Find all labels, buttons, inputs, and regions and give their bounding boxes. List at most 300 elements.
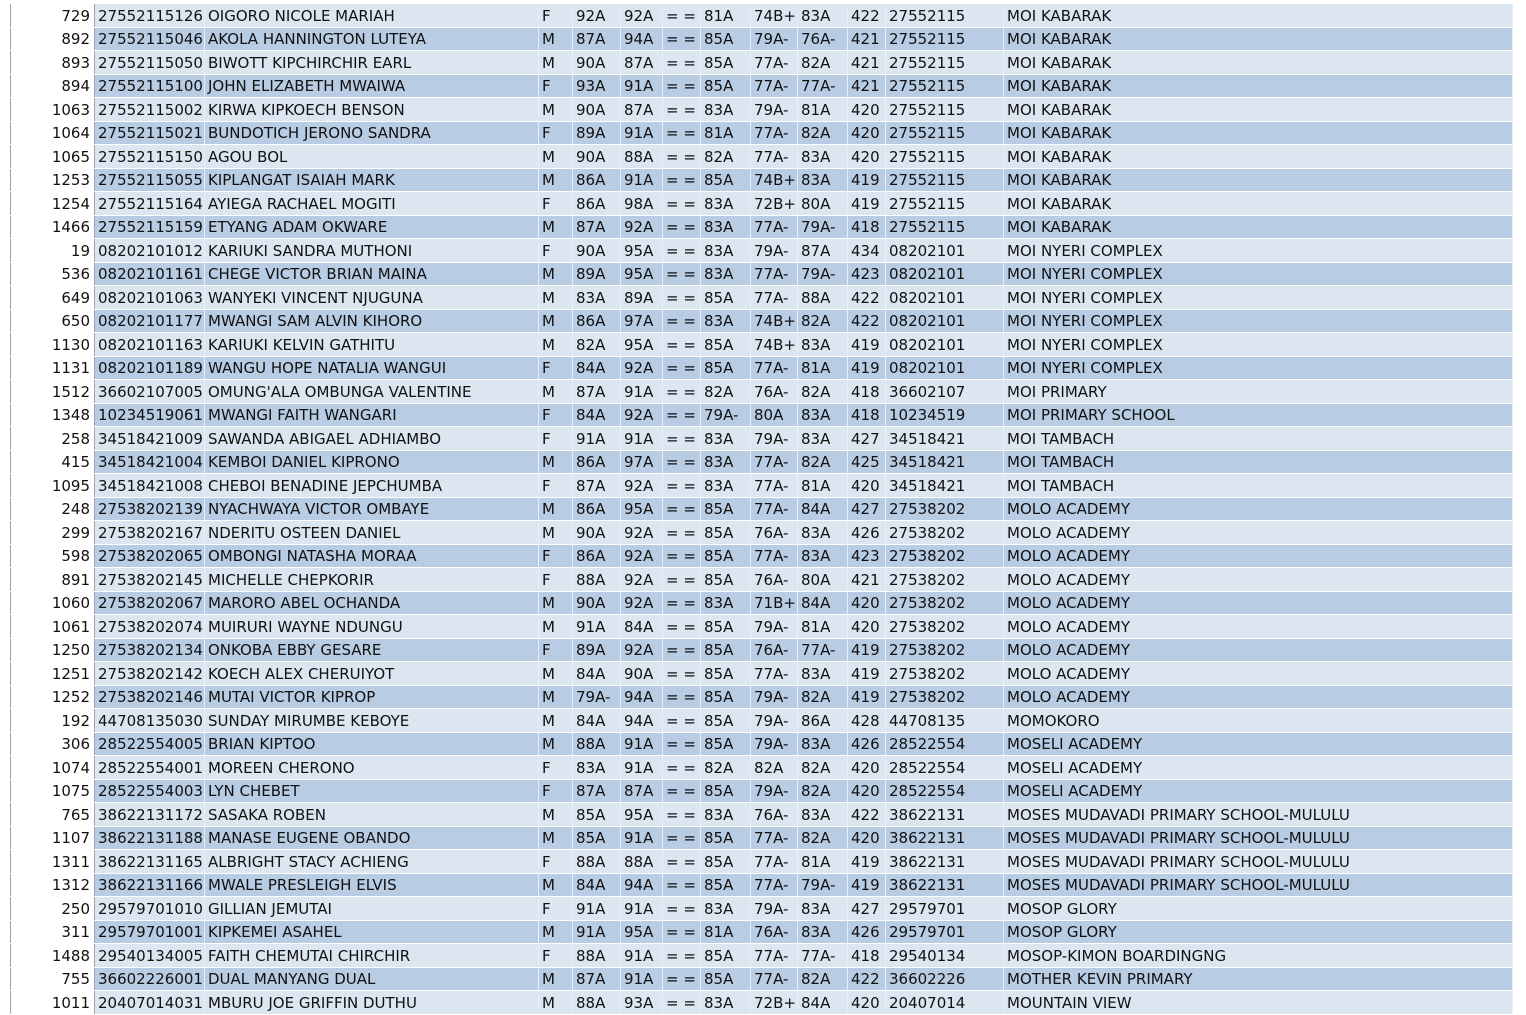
science-score-cell[interactable]: 76A-	[751, 568, 798, 592]
gender-cell[interactable]: F	[539, 74, 573, 98]
social-studies-score-cell[interactable]: 82A	[798, 685, 848, 709]
kiswahili-blank-cell[interactable]: = =	[663, 27, 701, 51]
science-score-cell[interactable]: 79A-	[751, 897, 798, 921]
math-score-cell[interactable]: 85A	[701, 615, 751, 639]
rank-cell[interactable]: 1075	[11, 779, 95, 803]
kiswahili-score-cell[interactable]: 95A	[621, 239, 663, 263]
science-score-cell[interactable]: 72B+	[751, 192, 798, 216]
candidate-name-cell[interactable]: MARORO ABEL OCHANDA	[205, 591, 539, 615]
school-name-cell[interactable]: MOTHER KEVIN PRIMARY	[1004, 967, 1513, 991]
candidate-name-cell[interactable]: MOREEN CHERONO	[205, 756, 539, 780]
math-score-cell[interactable]: 83A	[701, 427, 751, 451]
school-name-cell[interactable]: MOSELI ACADEMY	[1004, 779, 1513, 803]
total-marks-cell[interactable]: 420	[848, 474, 886, 498]
index-number-cell[interactable]: 27552115159	[95, 215, 205, 239]
index-number-cell[interactable]: 27552115050	[95, 51, 205, 75]
english-score-cell[interactable]: 86A	[573, 497, 621, 521]
english-score-cell[interactable]: 84A	[573, 662, 621, 686]
english-score-cell[interactable]: 91A	[573, 920, 621, 944]
gender-cell[interactable]: M	[539, 215, 573, 239]
rank-cell[interactable]: 1131	[11, 356, 95, 380]
kiswahili-score-cell[interactable]: 90A	[621, 662, 663, 686]
school-code-cell[interactable]: 27538202	[886, 568, 1004, 592]
gender-cell[interactable]: M	[539, 615, 573, 639]
school-code-cell[interactable]: 10234519	[886, 403, 1004, 427]
kiswahili-score-cell[interactable]: 91A	[621, 826, 663, 850]
kiswahili-score-cell[interactable]: 91A	[621, 897, 663, 921]
gender-cell[interactable]: M	[539, 51, 573, 75]
index-number-cell[interactable]: 34518421008	[95, 474, 205, 498]
school-name-cell[interactable]: MOI NYERI COMPLEX	[1004, 239, 1513, 263]
candidate-name-cell[interactable]: WANGU HOPE NATALIA WANGUI	[205, 356, 539, 380]
total-marks-cell[interactable]: 426	[848, 920, 886, 944]
school-name-cell[interactable]: MOSES MUDAVADI PRIMARY SCHOOL-MULULU	[1004, 873, 1513, 897]
math-score-cell[interactable]: 85A	[701, 51, 751, 75]
math-score-cell[interactable]: 85A	[701, 826, 751, 850]
candidate-name-cell[interactable]: MANASE EUGENE OBANDO	[205, 826, 539, 850]
school-name-cell[interactable]: MOMOKORO	[1004, 709, 1513, 733]
rank-cell[interactable]: 1348	[11, 403, 95, 427]
total-marks-cell[interactable]: 420	[848, 121, 886, 145]
social-studies-score-cell[interactable]: 83A	[798, 168, 848, 192]
math-score-cell[interactable]: 83A	[701, 474, 751, 498]
english-score-cell[interactable]: 86A	[573, 450, 621, 474]
candidate-name-cell[interactable]: NDERITU OSTEEN DANIEL	[205, 521, 539, 545]
total-marks-cell[interactable]: 422	[848, 803, 886, 827]
math-score-cell[interactable]: 85A	[701, 521, 751, 545]
total-marks-cell[interactable]: 419	[848, 638, 886, 662]
math-score-cell[interactable]: 83A	[701, 450, 751, 474]
gender-cell[interactable]: F	[539, 192, 573, 216]
gender-cell[interactable]: M	[539, 521, 573, 545]
gender-cell[interactable]: M	[539, 920, 573, 944]
school-code-cell[interactable]: 27538202	[886, 497, 1004, 521]
school-name-cell[interactable]: MOLO ACADEMY	[1004, 685, 1513, 709]
kiswahili-score-cell[interactable]: 89A	[621, 286, 663, 310]
science-score-cell[interactable]: 77A-	[751, 215, 798, 239]
social-studies-score-cell[interactable]: 79A-	[798, 262, 848, 286]
kiswahili-blank-cell[interactable]: = =	[663, 873, 701, 897]
index-number-cell[interactable]: 08202101177	[95, 309, 205, 333]
index-number-cell[interactable]: 28522554005	[95, 732, 205, 756]
candidate-name-cell[interactable]: KIPLANGAT ISAIAH MARK	[205, 168, 539, 192]
science-score-cell[interactable]: 77A-	[751, 544, 798, 568]
total-marks-cell[interactable]: 419	[848, 356, 886, 380]
rank-cell[interactable]: 1011	[11, 991, 95, 1015]
social-studies-score-cell[interactable]: 81A	[798, 850, 848, 874]
total-marks-cell[interactable]: 422	[848, 4, 886, 27]
index-number-cell[interactable]: 20407014031	[95, 991, 205, 1015]
kiswahili-score-cell[interactable]: 92A	[621, 4, 663, 27]
kiswahili-blank-cell[interactable]: = =	[663, 544, 701, 568]
total-marks-cell[interactable]: 421	[848, 568, 886, 592]
kiswahili-score-cell[interactable]: 92A	[621, 544, 663, 568]
gender-cell[interactable]: M	[539, 145, 573, 169]
english-score-cell[interactable]: 83A	[573, 756, 621, 780]
social-studies-score-cell[interactable]: 80A	[798, 568, 848, 592]
gender-cell[interactable]: F	[539, 4, 573, 27]
total-marks-cell[interactable]: 422	[848, 967, 886, 991]
science-score-cell[interactable]: 74B+	[751, 333, 798, 357]
index-number-cell[interactable]: 08202101163	[95, 333, 205, 357]
kiswahili-blank-cell[interactable]: = =	[663, 262, 701, 286]
candidate-name-cell[interactable]: OIGORO NICOLE MARIAH	[205, 4, 539, 27]
total-marks-cell[interactable]: 434	[848, 239, 886, 263]
english-score-cell[interactable]: 90A	[573, 51, 621, 75]
english-score-cell[interactable]: 89A	[573, 121, 621, 145]
math-score-cell[interactable]: 82A	[701, 380, 751, 404]
social-studies-score-cell[interactable]: 82A	[798, 51, 848, 75]
science-score-cell[interactable]: 80A	[751, 403, 798, 427]
math-score-cell[interactable]: 85A	[701, 685, 751, 709]
school-code-cell[interactable]: 27538202	[886, 615, 1004, 639]
candidate-name-cell[interactable]: MBURU JOE GRIFFIN DUTHU	[205, 991, 539, 1015]
school-name-cell[interactable]: MOLO ACADEMY	[1004, 638, 1513, 662]
index-number-cell[interactable]: 27552115055	[95, 168, 205, 192]
school-name-cell[interactable]: MOSOP GLORY	[1004, 920, 1513, 944]
social-studies-score-cell[interactable]: 83A	[798, 145, 848, 169]
social-studies-score-cell[interactable]: 79A-	[798, 215, 848, 239]
gender-cell[interactable]: M	[539, 262, 573, 286]
science-score-cell[interactable]: 79A-	[751, 427, 798, 451]
rank-cell[interactable]: 1254	[11, 192, 95, 216]
english-score-cell[interactable]: 89A	[573, 638, 621, 662]
candidate-name-cell[interactable]: ETYANG ADAM OKWARE	[205, 215, 539, 239]
kiswahili-score-cell[interactable]: 91A	[621, 427, 663, 451]
rank-cell[interactable]: 1061	[11, 615, 95, 639]
gender-cell[interactable]: F	[539, 403, 573, 427]
candidate-name-cell[interactable]: MUTAI VICTOR KIPROP	[205, 685, 539, 709]
kiswahili-score-cell[interactable]: 95A	[621, 333, 663, 357]
candidate-name-cell[interactable]: MWALE PRESLEIGH ELVIS	[205, 873, 539, 897]
math-score-cell[interactable]: 85A	[701, 497, 751, 521]
school-name-cell[interactable]: MOI KABARAK	[1004, 215, 1513, 239]
school-code-cell[interactable]: 36602107	[886, 380, 1004, 404]
kiswahili-score-cell[interactable]: 91A	[621, 732, 663, 756]
kiswahili-blank-cell[interactable]: = =	[663, 709, 701, 733]
english-score-cell[interactable]: 85A	[573, 803, 621, 827]
gender-cell[interactable]: M	[539, 873, 573, 897]
english-score-cell[interactable]: 93A	[573, 74, 621, 98]
social-studies-score-cell[interactable]: 81A	[798, 356, 848, 380]
rank-cell[interactable]: 1063	[11, 98, 95, 122]
school-name-cell[interactable]: MOLO ACADEMY	[1004, 568, 1513, 592]
science-score-cell[interactable]: 71B+	[751, 591, 798, 615]
kiswahili-blank-cell[interactable]: = =	[663, 732, 701, 756]
kiswahili-score-cell[interactable]: 95A	[621, 803, 663, 827]
math-score-cell[interactable]: 83A	[701, 591, 751, 615]
index-number-cell[interactable]: 27552115046	[95, 27, 205, 51]
math-score-cell[interactable]: 85A	[701, 873, 751, 897]
school-name-cell[interactable]: MOSOP-KIMON BOARDINGNG	[1004, 944, 1513, 968]
index-number-cell[interactable]: 38622131166	[95, 873, 205, 897]
science-score-cell[interactable]: 79A-	[751, 709, 798, 733]
english-score-cell[interactable]: 87A	[573, 380, 621, 404]
kiswahili-score-cell[interactable]: 92A	[621, 568, 663, 592]
candidate-name-cell[interactable]: KARIUKI KELVIN GATHITU	[205, 333, 539, 357]
rank-cell[interactable]: 1060	[11, 591, 95, 615]
english-score-cell[interactable]: 88A	[573, 944, 621, 968]
candidate-name-cell[interactable]: KIRWA KIPKOECH BENSON	[205, 98, 539, 122]
school-code-cell[interactable]: 27552115	[886, 192, 1004, 216]
index-number-cell[interactable]: 28522554001	[95, 756, 205, 780]
candidate-name-cell[interactable]: DUAL MANYANG DUAL	[205, 967, 539, 991]
gender-cell[interactable]: M	[539, 826, 573, 850]
science-score-cell[interactable]: 74B+	[751, 4, 798, 27]
school-code-cell[interactable]: 08202101	[886, 356, 1004, 380]
english-score-cell[interactable]: 90A	[573, 239, 621, 263]
school-name-cell[interactable]: MOI NYERI COMPLEX	[1004, 356, 1513, 380]
math-score-cell[interactable]: 83A	[701, 262, 751, 286]
school-code-cell[interactable]: 38622131	[886, 826, 1004, 850]
total-marks-cell[interactable]: 419	[848, 685, 886, 709]
social-studies-score-cell[interactable]: 84A	[798, 991, 848, 1015]
kiswahili-blank-cell[interactable]: = =	[663, 98, 701, 122]
school-code-cell[interactable]: 38622131	[886, 803, 1004, 827]
science-score-cell[interactable]: 77A-	[751, 145, 798, 169]
social-studies-score-cell[interactable]: 83A	[798, 403, 848, 427]
total-marks-cell[interactable]: 421	[848, 74, 886, 98]
school-code-cell[interactable]: 20407014	[886, 991, 1004, 1015]
kiswahili-blank-cell[interactable]: = =	[663, 74, 701, 98]
english-score-cell[interactable]: 86A	[573, 168, 621, 192]
science-score-cell[interactable]: 76A-	[751, 380, 798, 404]
kiswahili-blank-cell[interactable]: = =	[663, 239, 701, 263]
rank-cell[interactable]: 250	[11, 897, 95, 921]
rank-cell[interactable]: 1130	[11, 333, 95, 357]
gender-cell[interactable]: F	[539, 568, 573, 592]
school-name-cell[interactable]: MOSES MUDAVADI PRIMARY SCHOOL-MULULU	[1004, 826, 1513, 850]
rank-cell[interactable]: 729	[11, 4, 95, 27]
kiswahili-score-cell[interactable]: 91A	[621, 380, 663, 404]
candidate-name-cell[interactable]: OMBONGI NATASHA MORAA	[205, 544, 539, 568]
social-studies-score-cell[interactable]: 83A	[798, 897, 848, 921]
total-marks-cell[interactable]: 420	[848, 756, 886, 780]
kiswahili-blank-cell[interactable]: = =	[663, 309, 701, 333]
school-code-cell[interactable]: 28522554	[886, 779, 1004, 803]
social-studies-score-cell[interactable]: 81A	[798, 98, 848, 122]
index-number-cell[interactable]: 27538202145	[95, 568, 205, 592]
english-score-cell[interactable]: 88A	[573, 850, 621, 874]
kiswahili-blank-cell[interactable]: = =	[663, 920, 701, 944]
kiswahili-score-cell[interactable]: 88A	[621, 145, 663, 169]
science-score-cell[interactable]: 77A-	[751, 826, 798, 850]
science-score-cell[interactable]: 77A-	[751, 497, 798, 521]
kiswahili-score-cell[interactable]: 91A	[621, 121, 663, 145]
science-score-cell[interactable]: 77A-	[751, 944, 798, 968]
gender-cell[interactable]: M	[539, 309, 573, 333]
science-score-cell[interactable]: 79A-	[751, 779, 798, 803]
total-marks-cell[interactable]: 423	[848, 544, 886, 568]
science-score-cell[interactable]: 77A-	[751, 51, 798, 75]
math-score-cell[interactable]: 83A	[701, 215, 751, 239]
rank-cell[interactable]: 1065	[11, 145, 95, 169]
math-score-cell[interactable]: 82A	[701, 145, 751, 169]
rank-cell[interactable]: 1095	[11, 474, 95, 498]
gender-cell[interactable]: M	[539, 497, 573, 521]
math-score-cell[interactable]: 85A	[701, 74, 751, 98]
science-score-cell[interactable]: 77A-	[751, 74, 798, 98]
gender-cell[interactable]: M	[539, 591, 573, 615]
gender-cell[interactable]: M	[539, 98, 573, 122]
math-score-cell[interactable]: 81A	[701, 4, 751, 27]
rank-cell[interactable]: 306	[11, 732, 95, 756]
math-score-cell[interactable]: 81A	[701, 920, 751, 944]
total-marks-cell[interactable]: 427	[848, 427, 886, 451]
kiswahili-score-cell[interactable]: 87A	[621, 779, 663, 803]
english-score-cell[interactable]: 91A	[573, 615, 621, 639]
school-name-cell[interactable]: MOI KABARAK	[1004, 74, 1513, 98]
social-studies-score-cell[interactable]: 81A	[798, 474, 848, 498]
social-studies-score-cell[interactable]: 77A-	[798, 944, 848, 968]
science-score-cell[interactable]: 79A-	[751, 27, 798, 51]
social-studies-score-cell[interactable]: 83A	[798, 427, 848, 451]
school-code-cell[interactable]: 27552115	[886, 4, 1004, 27]
school-code-cell[interactable]: 27552115	[886, 74, 1004, 98]
math-score-cell[interactable]: 85A	[701, 568, 751, 592]
school-name-cell[interactable]: MOSOP GLORY	[1004, 897, 1513, 921]
candidate-name-cell[interactable]: AKOLA HANNINGTON LUTEYA	[205, 27, 539, 51]
school-code-cell[interactable]: 27538202	[886, 638, 1004, 662]
school-name-cell[interactable]: MOI KABARAK	[1004, 27, 1513, 51]
kiswahili-blank-cell[interactable]: = =	[663, 779, 701, 803]
social-studies-score-cell[interactable]: 79A-	[798, 873, 848, 897]
kiswahili-score-cell[interactable]: 87A	[621, 51, 663, 75]
school-name-cell[interactable]: MOI TAMBACH	[1004, 450, 1513, 474]
school-code-cell[interactable]: 08202101	[886, 262, 1004, 286]
kiswahili-blank-cell[interactable]: = =	[663, 474, 701, 498]
index-number-cell[interactable]: 27552115002	[95, 98, 205, 122]
kiswahili-blank-cell[interactable]: = =	[663, 333, 701, 357]
kiswahili-blank-cell[interactable]: = =	[663, 521, 701, 545]
rank-cell[interactable]: 894	[11, 74, 95, 98]
candidate-name-cell[interactable]: LYN CHEBET	[205, 779, 539, 803]
kiswahili-score-cell[interactable]: 91A	[621, 756, 663, 780]
gender-cell[interactable]: F	[539, 474, 573, 498]
candidate-name-cell[interactable]: AYIEGA RACHAEL MOGITI	[205, 192, 539, 216]
english-score-cell[interactable]: 89A	[573, 262, 621, 286]
total-marks-cell[interactable]: 419	[848, 192, 886, 216]
index-number-cell[interactable]: 29540134005	[95, 944, 205, 968]
total-marks-cell[interactable]: 420	[848, 615, 886, 639]
school-name-cell[interactable]: MOLO ACADEMY	[1004, 662, 1513, 686]
school-code-cell[interactable]: 29579701	[886, 897, 1004, 921]
index-number-cell[interactable]: 27538202146	[95, 685, 205, 709]
social-studies-score-cell[interactable]: 83A	[798, 521, 848, 545]
school-name-cell[interactable]: MOI PRIMARY	[1004, 380, 1513, 404]
kiswahili-score-cell[interactable]: 94A	[621, 873, 663, 897]
social-studies-score-cell[interactable]: 83A	[798, 4, 848, 27]
english-score-cell[interactable]: 82A	[573, 333, 621, 357]
math-score-cell[interactable]: 81A	[701, 121, 751, 145]
school-name-cell[interactable]: MOLO ACADEMY	[1004, 544, 1513, 568]
math-score-cell[interactable]: 85A	[701, 333, 751, 357]
school-code-cell[interactable]: 08202101	[886, 239, 1004, 263]
math-score-cell[interactable]: 82A	[701, 756, 751, 780]
school-code-cell[interactable]: 08202101	[886, 309, 1004, 333]
index-number-cell[interactable]: 27538202065	[95, 544, 205, 568]
gender-cell[interactable]: F	[539, 239, 573, 263]
kiswahili-score-cell[interactable]: 92A	[621, 521, 663, 545]
social-studies-score-cell[interactable]: 83A	[798, 544, 848, 568]
school-code-cell[interactable]: 27552115	[886, 121, 1004, 145]
total-marks-cell[interactable]: 418	[848, 380, 886, 404]
math-score-cell[interactable]: 85A	[701, 850, 751, 874]
school-code-cell[interactable]: 27538202	[886, 685, 1004, 709]
index-number-cell[interactable]: 27552115100	[95, 74, 205, 98]
kiswahili-blank-cell[interactable]: = =	[663, 826, 701, 850]
kiswahili-blank-cell[interactable]: = =	[663, 803, 701, 827]
candidate-name-cell[interactable]: SASAKA ROBEN	[205, 803, 539, 827]
candidate-name-cell[interactable]: BIWOTT KIPCHIRCHIR EARL	[205, 51, 539, 75]
candidate-name-cell[interactable]: CHEGE VICTOR BRIAN MAINA	[205, 262, 539, 286]
total-marks-cell[interactable]: 418	[848, 944, 886, 968]
total-marks-cell[interactable]: 418	[848, 215, 886, 239]
rank-cell[interactable]: 1466	[11, 215, 95, 239]
rank-cell[interactable]: 19	[11, 239, 95, 263]
english-score-cell[interactable]: 86A	[573, 192, 621, 216]
gender-cell[interactable]: F	[539, 897, 573, 921]
kiswahili-blank-cell[interactable]: = =	[663, 356, 701, 380]
candidate-name-cell[interactable]: KOECH ALEX CHERUIYOT	[205, 662, 539, 686]
kiswahili-score-cell[interactable]: 95A	[621, 497, 663, 521]
kiswahili-blank-cell[interactable]: = =	[663, 121, 701, 145]
candidate-name-cell[interactable]: GILLIAN JEMUTAI	[205, 897, 539, 921]
social-studies-score-cell[interactable]: 82A	[798, 756, 848, 780]
index-number-cell[interactable]: 36602226001	[95, 967, 205, 991]
math-score-cell[interactable]: 85A	[701, 544, 751, 568]
kiswahili-blank-cell[interactable]: = =	[663, 591, 701, 615]
school-code-cell[interactable]: 44708135	[886, 709, 1004, 733]
candidate-name-cell[interactable]: ALBRIGHT STACY ACHIENG	[205, 850, 539, 874]
science-score-cell[interactable]: 82A	[751, 756, 798, 780]
math-score-cell[interactable]: 83A	[701, 309, 751, 333]
science-score-cell[interactable]: 72B+	[751, 991, 798, 1015]
science-score-cell[interactable]: 79A-	[751, 732, 798, 756]
gender-cell[interactable]: F	[539, 427, 573, 451]
kiswahili-score-cell[interactable]: 95A	[621, 920, 663, 944]
gender-cell[interactable]: F	[539, 544, 573, 568]
school-code-cell[interactable]: 29540134	[886, 944, 1004, 968]
total-marks-cell[interactable]: 419	[848, 873, 886, 897]
kiswahili-score-cell[interactable]: 94A	[621, 27, 663, 51]
school-name-cell[interactable]: MOI KABARAK	[1004, 192, 1513, 216]
kiswahili-blank-cell[interactable]: = =	[663, 51, 701, 75]
school-name-cell[interactable]: MOI NYERI COMPLEX	[1004, 262, 1513, 286]
rank-cell[interactable]: 415	[11, 450, 95, 474]
science-score-cell[interactable]: 77A-	[751, 662, 798, 686]
kiswahili-score-cell[interactable]: 91A	[621, 944, 663, 968]
math-score-cell[interactable]: 85A	[701, 967, 751, 991]
gender-cell[interactable]: F	[539, 121, 573, 145]
social-studies-score-cell[interactable]: 82A	[798, 450, 848, 474]
math-score-cell[interactable]: 85A	[701, 944, 751, 968]
social-studies-score-cell[interactable]: 88A	[798, 286, 848, 310]
gender-cell[interactable]: M	[539, 991, 573, 1015]
total-marks-cell[interactable]: 423	[848, 262, 886, 286]
school-name-cell[interactable]: MOI KABARAK	[1004, 145, 1513, 169]
rank-cell[interactable]: 1311	[11, 850, 95, 874]
social-studies-score-cell[interactable]: 84A	[798, 497, 848, 521]
science-score-cell[interactable]: 77A-	[751, 873, 798, 897]
school-name-cell[interactable]: MOSES MUDAVADI PRIMARY SCHOOL-MULULU	[1004, 803, 1513, 827]
english-score-cell[interactable]: 86A	[573, 544, 621, 568]
english-score-cell[interactable]: 87A	[573, 474, 621, 498]
candidate-name-cell[interactable]: MWANGI FAITH WANGARI	[205, 403, 539, 427]
math-score-cell[interactable]: 83A	[701, 192, 751, 216]
kiswahili-score-cell[interactable]: 94A	[621, 685, 663, 709]
english-score-cell[interactable]: 84A	[573, 709, 621, 733]
